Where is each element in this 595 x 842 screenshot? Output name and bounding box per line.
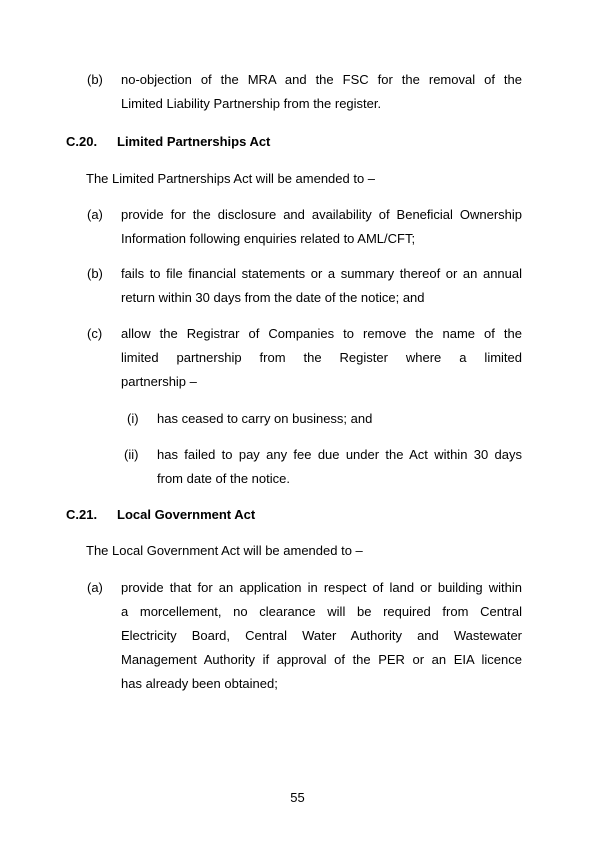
item-text-line: Information following enquiries related to AML/CFT; [121,231,416,246]
section-number: C.21. [66,507,98,522]
sub-item-label: (ii) [124,447,139,462]
section-title: Limited Partnerships Act [117,134,271,149]
item-label: (a) [87,580,103,595]
item-label: (b) [87,72,103,87]
item-text-line: Limited Liability Partnership from the register. [121,96,382,111]
item-label: (a) [87,207,103,222]
section-number: C.20. [66,134,98,149]
sub-item-label: (i) [127,411,139,426]
item-text-line: fails to file financial statements or a summary thereof or an annual [121,266,522,281]
item-text-line: a morcellement, no clearance will be required from Central [121,604,522,619]
item-label: (b) [87,266,103,281]
item-text-line: partnership – [121,374,197,389]
sub-item-text-line: has ceased to carry on business; and [157,411,373,426]
item-label: (c) [87,326,103,341]
item-text-line: Electricity Board, Central Water Authority and Wastewater [121,628,522,643]
item-text-line: provide that for an application in respect of land or building within [121,580,522,595]
item-text-line: provide for the disclosure and availability of Beneficial Ownership [121,207,522,222]
item-text-line: allow the Registrar of Companies to remove the name of the [121,326,522,341]
page-number: 55 [290,790,305,805]
sub-item-text-line: from date of the notice. [157,471,290,486]
item-text-line: limited partnership from the Register where a limited [121,350,522,365]
item-text-line: has already been obtained; [121,676,278,691]
item-text-line: Management Authority if approval of the PER or an EIA licence [121,652,522,667]
section-intro: The Limited Partnerships Act will be amended to – [86,171,376,186]
sub-item-text-line: has failed to pay any fee due under the Act within 30 days [157,447,522,462]
item-text-line: return within 30 days from the date of the notice; and [121,290,425,305]
section-title: Local Government Act [117,507,256,522]
section-intro: The Local Government Act will be amended to – [86,543,363,558]
item-text-line: no-objection of the MRA and the FSC for the removal of the [121,72,522,87]
